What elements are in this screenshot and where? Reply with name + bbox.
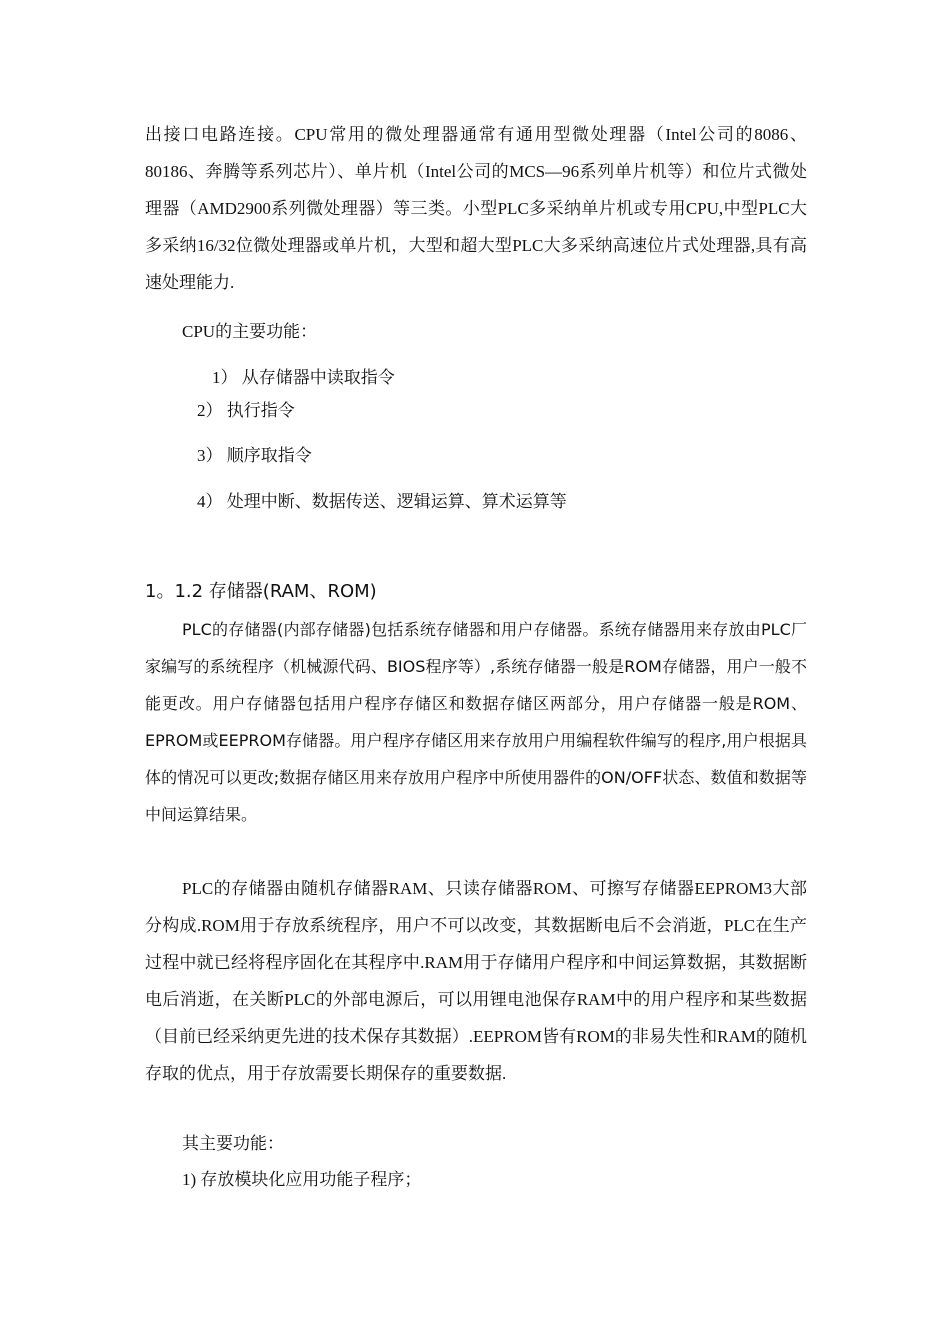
memory-paragraph-2: PLC的存储器由随机存储器RAM、只读存储器ROM、可擦写存储器EEPROM3大部分构成.ROM用于存放系统程序，用户不可以改变，其数据断电后不会消逝，PLC在生产过程中就已经将程序固化在其程序中.RAM用于存储用户程序和中间运算数据，其数据断电后消逝，在关断PLC的外部电源后，可以用锂电池保存RAM中的用户程序和某些数据（目前已经采纳更先进的技术保存其数据）.EEPROM皆有ROM的非易失性和RAM的随机存取的优点，用于存放需要长期保存的重要数据.: [145, 879, 807, 1083]
cpu-function-item-3: 3） 顺序取指令: [197, 446, 312, 465]
memory-paragraph-1: PLC的存储器(内部存储器)包括系统存储器和用户存储器。系统存储器用来存放由PLC厂家编写的系统程序（机械源代码、BIOS程序等）,系统存储器一般是ROM存储器，用户一般不能更改。用户存储器包括用户程序存储区和数据存储区两部分，用户存储器一般是ROM、EPROM或EEPROM存储器。用户程序存储区用来存放用户用编程软件编写的程序,用户根据具体的情况可以更改;数据存储区用来存放用户程序中所使用器件的ON/OFF状态、数值和数据等中间运算结果。: [145, 620, 807, 824]
memory-function-item-1: 1) 存放模块化应用功能子程序；: [182, 1170, 422, 1189]
section-heading: 1。1.2 存储器(RAM、ROM): [145, 581, 377, 602]
cpu-functions-title: CPU的主要功能：: [182, 322, 318, 341]
intro-paragraph: 出接口电路连接。CPU常用的微处理器通常有通用型微处理器（Intel公司的8086、80186、奔腾等系列芯片）、单片机（Intel公司的MCS—96系列单片机等）和位片式微处理器（AMD2900系列微处理器）等三类。小型PLC多采纳单片机或专用CPU,中型PLC大多采纳16/32位微处理器或单片机，大型和超大型PLC大多采纳高速位片式处理器,具有高速处理能力.: [145, 125, 807, 292]
cpu-function-item-2: 2） 执行指令: [197, 401, 295, 420]
cpu-function-item-1: 1） 从存储器中读取指令: [212, 368, 395, 387]
cpu-function-item-4: 4） 处理中断、数据传送、逻辑运算、算术运算等: [197, 492, 567, 511]
memory-functions-title: 其主要功能：: [182, 1134, 284, 1153]
